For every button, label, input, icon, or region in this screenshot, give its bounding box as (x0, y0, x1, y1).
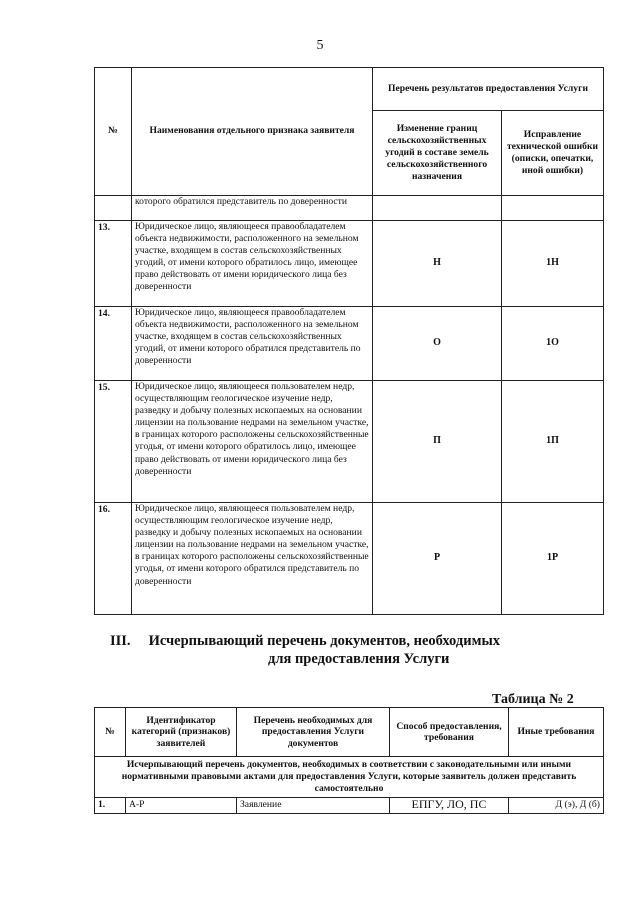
section-title (110, 632, 570, 668)
cell-fix: 1Р (502, 503, 604, 615)
header-number: № (95, 708, 126, 757)
table-row (95, 307, 604, 381)
results-table (94, 67, 604, 615)
cell-change: Р (373, 503, 502, 615)
row-method: ЕПГУ, ЛО, ПС (390, 798, 509, 814)
row-number: 16. (95, 503, 132, 615)
header-row (95, 68, 604, 111)
row-text: Юридическое лицо, являющееся правообладателем объекта недвижимости, расположенного на земельном участке, входящем в состав сельскохозяйственных угодий, от имени которого обратился представитель по доверенности (132, 307, 373, 381)
row-number: 14. (95, 307, 132, 381)
header-method: Способ предоставления, требования (390, 708, 509, 757)
header-applicant-feature: Наименования отдельного признака заявителя (132, 68, 373, 196)
section-roman: III. (110, 633, 131, 649)
row-number: 1. (95, 798, 126, 814)
table-row (95, 503, 604, 615)
cell-fix: 1О (502, 307, 604, 381)
note-text: Исчерпывающий перечень документов, необходимых в соответствии с законодательными или иными нормативными правовыми актами для предоставления Услуги, которые заявитель должен представить самостоятельно (95, 757, 604, 798)
row-number: 15. (95, 381, 132, 503)
continued-text: которого обратился представитель по доверенности (132, 196, 373, 221)
cell-change: Н (373, 221, 502, 307)
cell-change: О (373, 307, 502, 381)
header-documents: Перечень необходимых для предоставления Услуги документов (237, 708, 390, 757)
note-row (95, 757, 604, 798)
row-text: Юридическое лицо, являющееся пользователем недр, осуществляющим геологическое изучение недр, разведку и добычу полезных ископаемых на основании лицензии на пользование недрами на земельном участке, в границах которого расположены сельскохозяйственные угодья, от имени которого обратилось лицо, имеющее право действовать от имени юридического лица без доверенности (132, 381, 373, 503)
row-identifier: А-Р (126, 798, 237, 814)
header-identifier: Идентификатор категорий (признаков) заявителей (126, 708, 237, 757)
header-number: № (95, 68, 132, 196)
cell-change: П (373, 381, 502, 503)
section-title-line2: для предоставления Услуги (268, 651, 450, 667)
row-document: Заявление (237, 798, 390, 814)
table-row (95, 798, 604, 814)
row-number: 13. (95, 221, 132, 307)
documents-table (94, 707, 604, 814)
row-number (95, 196, 132, 221)
header-fix-error: Исправление технической ошибки (описки, опечатки, иной ошибки) (502, 111, 604, 196)
row-text: Юридическое лицо, являющееся правообладателем объекта недвижимости, расположенного на земельном участке, входящем в состав сельскохозяйственных угодий, от имени которого обратилось лицо, имеющее право действовать от имени юридического лица без доверенности (132, 221, 373, 307)
page-number: 5 (316, 38, 324, 53)
table-row (95, 221, 604, 307)
cell-change (373, 196, 502, 221)
row-text: Юридическое лицо, являющееся пользователем недр, осуществляющим геологическое изучение недр, разведку и добычу полезных ископаемых на основании лицензии на пользование недрами на земельном участке, в границах которого расположены сельскохозяйственные угодья, от имени которого обратился представитель по доверенности (132, 503, 373, 615)
table-row (95, 196, 604, 221)
cell-fix (502, 196, 604, 221)
header-results: Перечень результатов предоставления Услуги (373, 68, 604, 111)
section-title-line1: Исчерпывающий перечень документов, необходимых (148, 633, 501, 649)
cell-fix: 1П (502, 381, 604, 503)
header-row (95, 708, 604, 757)
table-row (95, 381, 604, 503)
header-other-requirements: Иные требования (509, 708, 604, 757)
cell-fix: 1Н (502, 221, 604, 307)
table-caption: Таблица № 2 (492, 692, 574, 707)
row-other: Д (э), Д (б) (509, 798, 604, 814)
header-change-boundaries: Изменение границ сельскохозяйственных угодий в составе земель сельскохозяйственного назначения (373, 111, 502, 196)
